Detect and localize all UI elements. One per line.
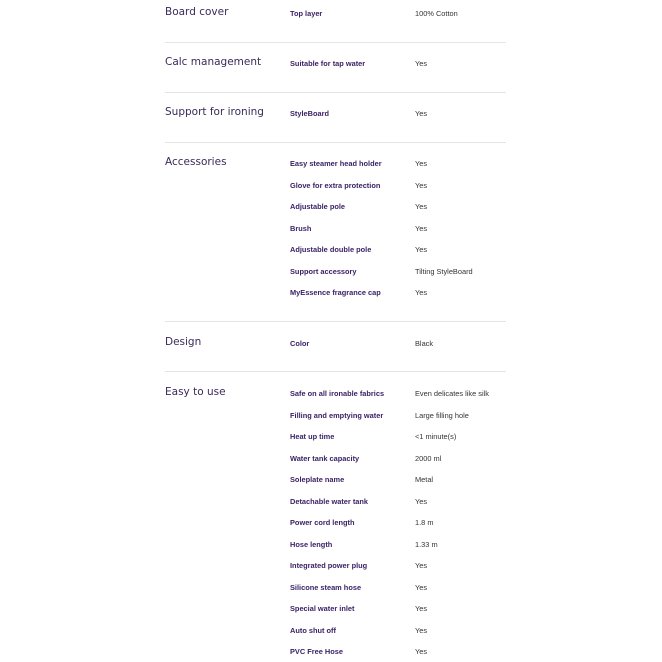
section-divider — [165, 142, 506, 143]
spec-label: Color — [290, 339, 310, 348]
spec-row — [165, 181, 506, 195]
spec-label: Suitable for tap water — [290, 59, 366, 68]
spec-label: Heat up time — [290, 432, 335, 441]
spec-row — [165, 432, 506, 446]
spec-row — [165, 159, 506, 173]
spec-label: Support accessory — [290, 266, 357, 276]
spec-row — [165, 59, 506, 73]
spec-row — [165, 9, 506, 23]
section-title: Accessories — [165, 156, 227, 168]
spec-row — [165, 583, 506, 597]
spec-value: 100% Cotton — [415, 9, 458, 18]
spec-value: Yes — [415, 59, 428, 68]
section-title: Easy to use — [165, 386, 226, 398]
spec-value: 2000 ml — [415, 453, 442, 463]
spec-row — [165, 288, 506, 302]
spec-label: PVC Free Hose — [290, 647, 343, 656]
spec-row — [165, 109, 506, 123]
section-title: Design — [165, 336, 202, 348]
spec-row — [165, 267, 506, 281]
spec-row — [165, 497, 506, 511]
spec-label: Safe on all ironable fabrics — [290, 389, 385, 398]
section-divider — [165, 92, 506, 93]
spec-row — [165, 626, 506, 640]
spec-row — [165, 202, 506, 216]
spec-label: Special water inlet — [290, 604, 355, 613]
spec-label: Easy steamer head holder — [290, 159, 382, 168]
spec-label: Top layer — [290, 9, 323, 18]
spec-label: Power cord length — [290, 518, 355, 527]
spec-label: Glove for extra protection — [290, 180, 381, 190]
spec-label: Filling and emptying water — [290, 410, 384, 420]
spec-value: Yes — [415, 604, 428, 613]
spec-label: MyEssence fragrance cap — [290, 288, 381, 297]
section-title: Board cover — [165, 6, 229, 18]
spec-row — [165, 224, 506, 238]
spec-value: Yes — [415, 109, 428, 118]
section-divider — [165, 321, 506, 322]
spec-row — [165, 540, 506, 554]
spec-value: 1.33 m — [415, 539, 438, 549]
spec-label: Silicone steam hose — [290, 582, 362, 592]
section-divider — [165, 42, 506, 43]
spec-row — [165, 475, 506, 489]
spec-value: Yes — [415, 625, 428, 635]
section-title: Calc management — [165, 56, 262, 68]
spec-value: Yes — [415, 223, 428, 233]
spec-value: Yes — [415, 245, 428, 254]
spec-row — [165, 561, 506, 575]
spec-label: Adjustable pole — [290, 202, 346, 211]
spec-value: <1 minute(s) — [415, 432, 457, 441]
spec-value: Yes — [415, 561, 428, 570]
spec-value: Black — [415, 339, 434, 348]
spec-label: Hose length — [290, 539, 333, 549]
spec-value: Yes — [415, 159, 428, 168]
spec-value: Large filling hole — [415, 410, 469, 420]
section-title: Support for ironing — [165, 106, 264, 118]
spec-label: Adjustable double pole — [290, 245, 372, 254]
spec-row — [165, 339, 506, 353]
spec-label: Integrated power plug — [290, 561, 368, 570]
spec-row — [165, 518, 506, 532]
spec-row — [165, 245, 506, 259]
spec-row — [165, 454, 506, 468]
spec-label: Soleplate name — [290, 475, 345, 484]
spec-label: Auto shut off — [290, 625, 336, 635]
spec-row — [165, 647, 506, 661]
spec-value: Yes — [415, 202, 428, 211]
spec-label: Water tank capacity — [290, 453, 360, 463]
spec-value: 1.8 m — [415, 518, 434, 527]
spec-value: Tilting StyleBoard — [415, 266, 473, 276]
spec-row — [165, 411, 506, 425]
spec-label: StyleBoard — [290, 109, 330, 118]
spec-value: Yes — [415, 582, 428, 592]
spec-row — [165, 389, 506, 403]
section-divider — [165, 371, 506, 372]
spec-value: Yes — [415, 647, 428, 656]
spec-value: Yes — [415, 496, 428, 506]
spec-value: Metal — [415, 475, 434, 484]
spec-value: Even delicates like silk — [415, 389, 489, 398]
spec-label: Detachable water tank — [290, 496, 369, 506]
spec-value: Yes — [415, 180, 428, 190]
spec-row — [165, 604, 506, 618]
spec-value: Yes — [415, 288, 428, 297]
spec-label: Brush — [290, 223, 312, 233]
